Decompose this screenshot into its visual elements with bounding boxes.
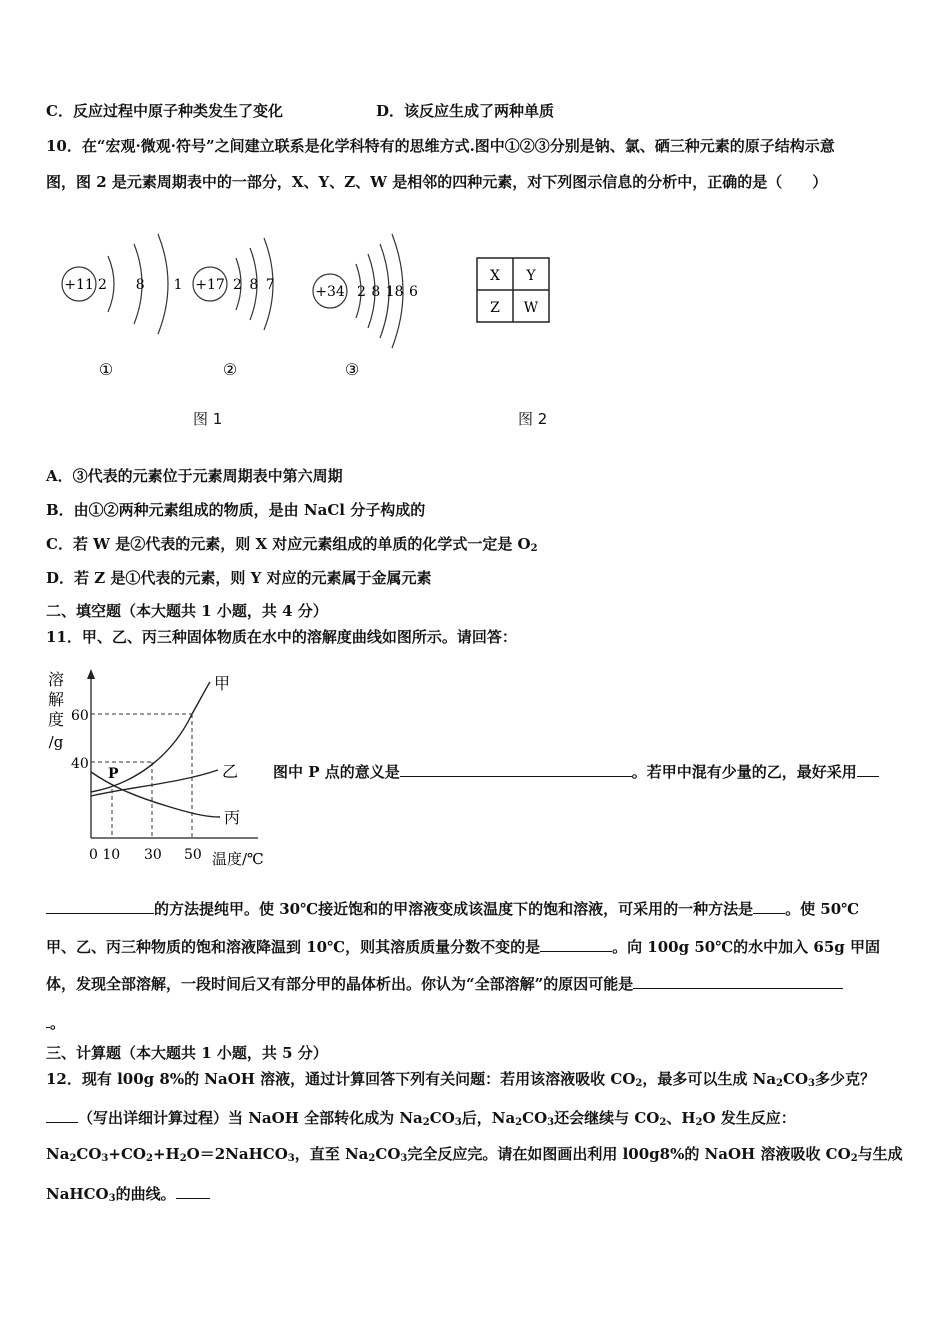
periodic-table-fragment — [475, 256, 553, 326]
figure-2-caption: 图 2 — [518, 410, 548, 428]
cell-w: W — [523, 300, 539, 316]
y-tick-60: 60 — [71, 708, 89, 724]
x-tick-30: 30 — [144, 847, 162, 863]
q12-line4: NaHCO$_3$的曲线。 — [46, 1182, 210, 1209]
atom-sodium — [62, 234, 183, 379]
curve-label-yi: 乙 — [222, 762, 239, 781]
q12-line2: （写出详细计算过程）当 NaOH 全部转化成为 $Na_2CO_3$后，$Na_2CO_3$还会继续与 $CO_2$、$H_2O$ 发生反应： — [46, 1106, 796, 1133]
point-p: P — [108, 766, 119, 782]
figure-1-caption: 图 1 — [193, 410, 223, 428]
q11-line5: 。 — [46, 1011, 65, 1033]
q9-option-c: C．反应过程中原子种类发生了变化 — [46, 102, 283, 120]
q10-option-d: D．若 Z 是①代表的元素，则 Y 对应的元素属于金属元素 — [46, 569, 432, 587]
q10-option-a: A．③代表的元素位于元素周期表中第六周期 — [46, 467, 343, 485]
atom-selenium — [313, 234, 418, 379]
atom-label-2: ② — [222, 360, 238, 379]
y-label-3: 度 — [47, 710, 65, 729]
atom-nucleus-3: +34 — [315, 284, 345, 300]
atom-label-1: ① — [98, 360, 114, 379]
q10-stem-line1: 10．在“宏观·微观·符号”之间建立联系是化学科特有的思维方式.图中①②③分别是钠、氯、硒三种元素的原子结构示意 — [46, 137, 835, 155]
x-tick-0-10: 0 10 — [89, 847, 121, 863]
blank-method-b[interactable] — [46, 897, 154, 914]
q11-line4: 体，发现全部溶解，一段时间后又有部分甲的晶体析出。你认为“全部溶解”的原因可能是 — [46, 972, 843, 994]
atom-electrons-3: 2 8 18 6 — [357, 284, 418, 300]
blank-saturate[interactable] — [753, 897, 785, 914]
curve-label-jia: 甲 — [214, 674, 231, 693]
q10-stem-line2: 图，图 2 是元素周期表中的一部分，X、Y、Z、W 是相邻的四种元素，对下列图示信息的分析中，正确的是（ ） — [46, 173, 828, 191]
q11-stem: 11．甲、乙、丙三种固体物质在水中的溶解度曲线如图所示。请回答： — [46, 628, 517, 646]
blank-p-meaning[interactable] — [400, 760, 632, 777]
solubility-chart — [40, 665, 275, 875]
y-tick-40: 40 — [71, 756, 89, 772]
q10-option-b: B．由①②两种元素组成的物质，是由 NaCl 分子构成的 — [46, 501, 426, 519]
blank-method-a[interactable] — [857, 760, 879, 777]
section-2-heading: 二、填空题（本大题共 1 小题，共 4 分） — [46, 602, 328, 620]
blank-reason-a[interactable] — [633, 972, 843, 989]
x-axis-label: 温度/℃ — [212, 850, 264, 868]
cell-y: Y — [526, 268, 536, 284]
q11-line3: 甲、乙、丙三种物质的饱和溶液降温到 10℃，则其溶质质量分数不变的是 。向 100g 50℃的水中加入 65g 甲固 — [46, 935, 880, 957]
q11-line2: 的方法提纯甲。使 30℃接近饱和的甲溶液变成该温度下的饱和溶液，可采用的一种方法是 。使 50℃ — [46, 897, 859, 919]
atom-structure-diagrams — [50, 212, 430, 390]
atom-chlorine — [193, 238, 275, 379]
blank-curve[interactable] — [176, 1182, 210, 1199]
y-label-1: 溶 — [47, 670, 65, 689]
q10-option-c: C．若 W 是②代表的元素，则 X 对应元素组成的单质的化学式一定是 $O_2$ — [46, 535, 538, 554]
curve-label-bing: 丙 — [224, 808, 241, 827]
atom-electrons-1: 2 8 1 — [98, 277, 183, 293]
q11-line1: 图中 P 点的意义是 。若甲中混有少量的乙，最好采用 — [273, 760, 879, 782]
x-tick-50: 50 — [184, 847, 202, 863]
atom-nucleus-2: +17 — [195, 277, 225, 293]
y-label-2: 解 — [47, 690, 65, 709]
blank-unchanged[interactable] — [540, 935, 612, 952]
y-axis-arrow — [87, 669, 95, 679]
cell-x: X — [490, 268, 500, 284]
atom-nucleus-1: +11 — [64, 277, 94, 293]
cell-z: Z — [490, 300, 500, 316]
atom-label-3: ③ — [344, 360, 360, 379]
atom-electrons-2: 2 8 7 — [233, 277, 275, 293]
q12-line1: 12．现有 l00g 8%的 NaOH 溶液，通过计算回答下列有关问题：若用该溶液吸收 $CO_2$，最多可以生成 $Na_2CO_3$多少克？ — [46, 1070, 876, 1089]
q9-option-d: D．该反应生成了两种单质 — [376, 102, 555, 120]
q12-line3: $Na_2CO_3+CO_2+H_2O=2NaHCO_3$，直至 $Na_2CO_3$完全反应完。请在如图画出利用 l00g8%的 NaOH 溶液吸收 $CO_2$与生成 — [46, 1145, 903, 1164]
blank-calc[interactable] — [46, 1106, 78, 1123]
y-label-4: /g — [48, 733, 64, 751]
section-3-heading: 三、计算题（本大题共 1 小题，共 5 分） — [46, 1044, 328, 1062]
